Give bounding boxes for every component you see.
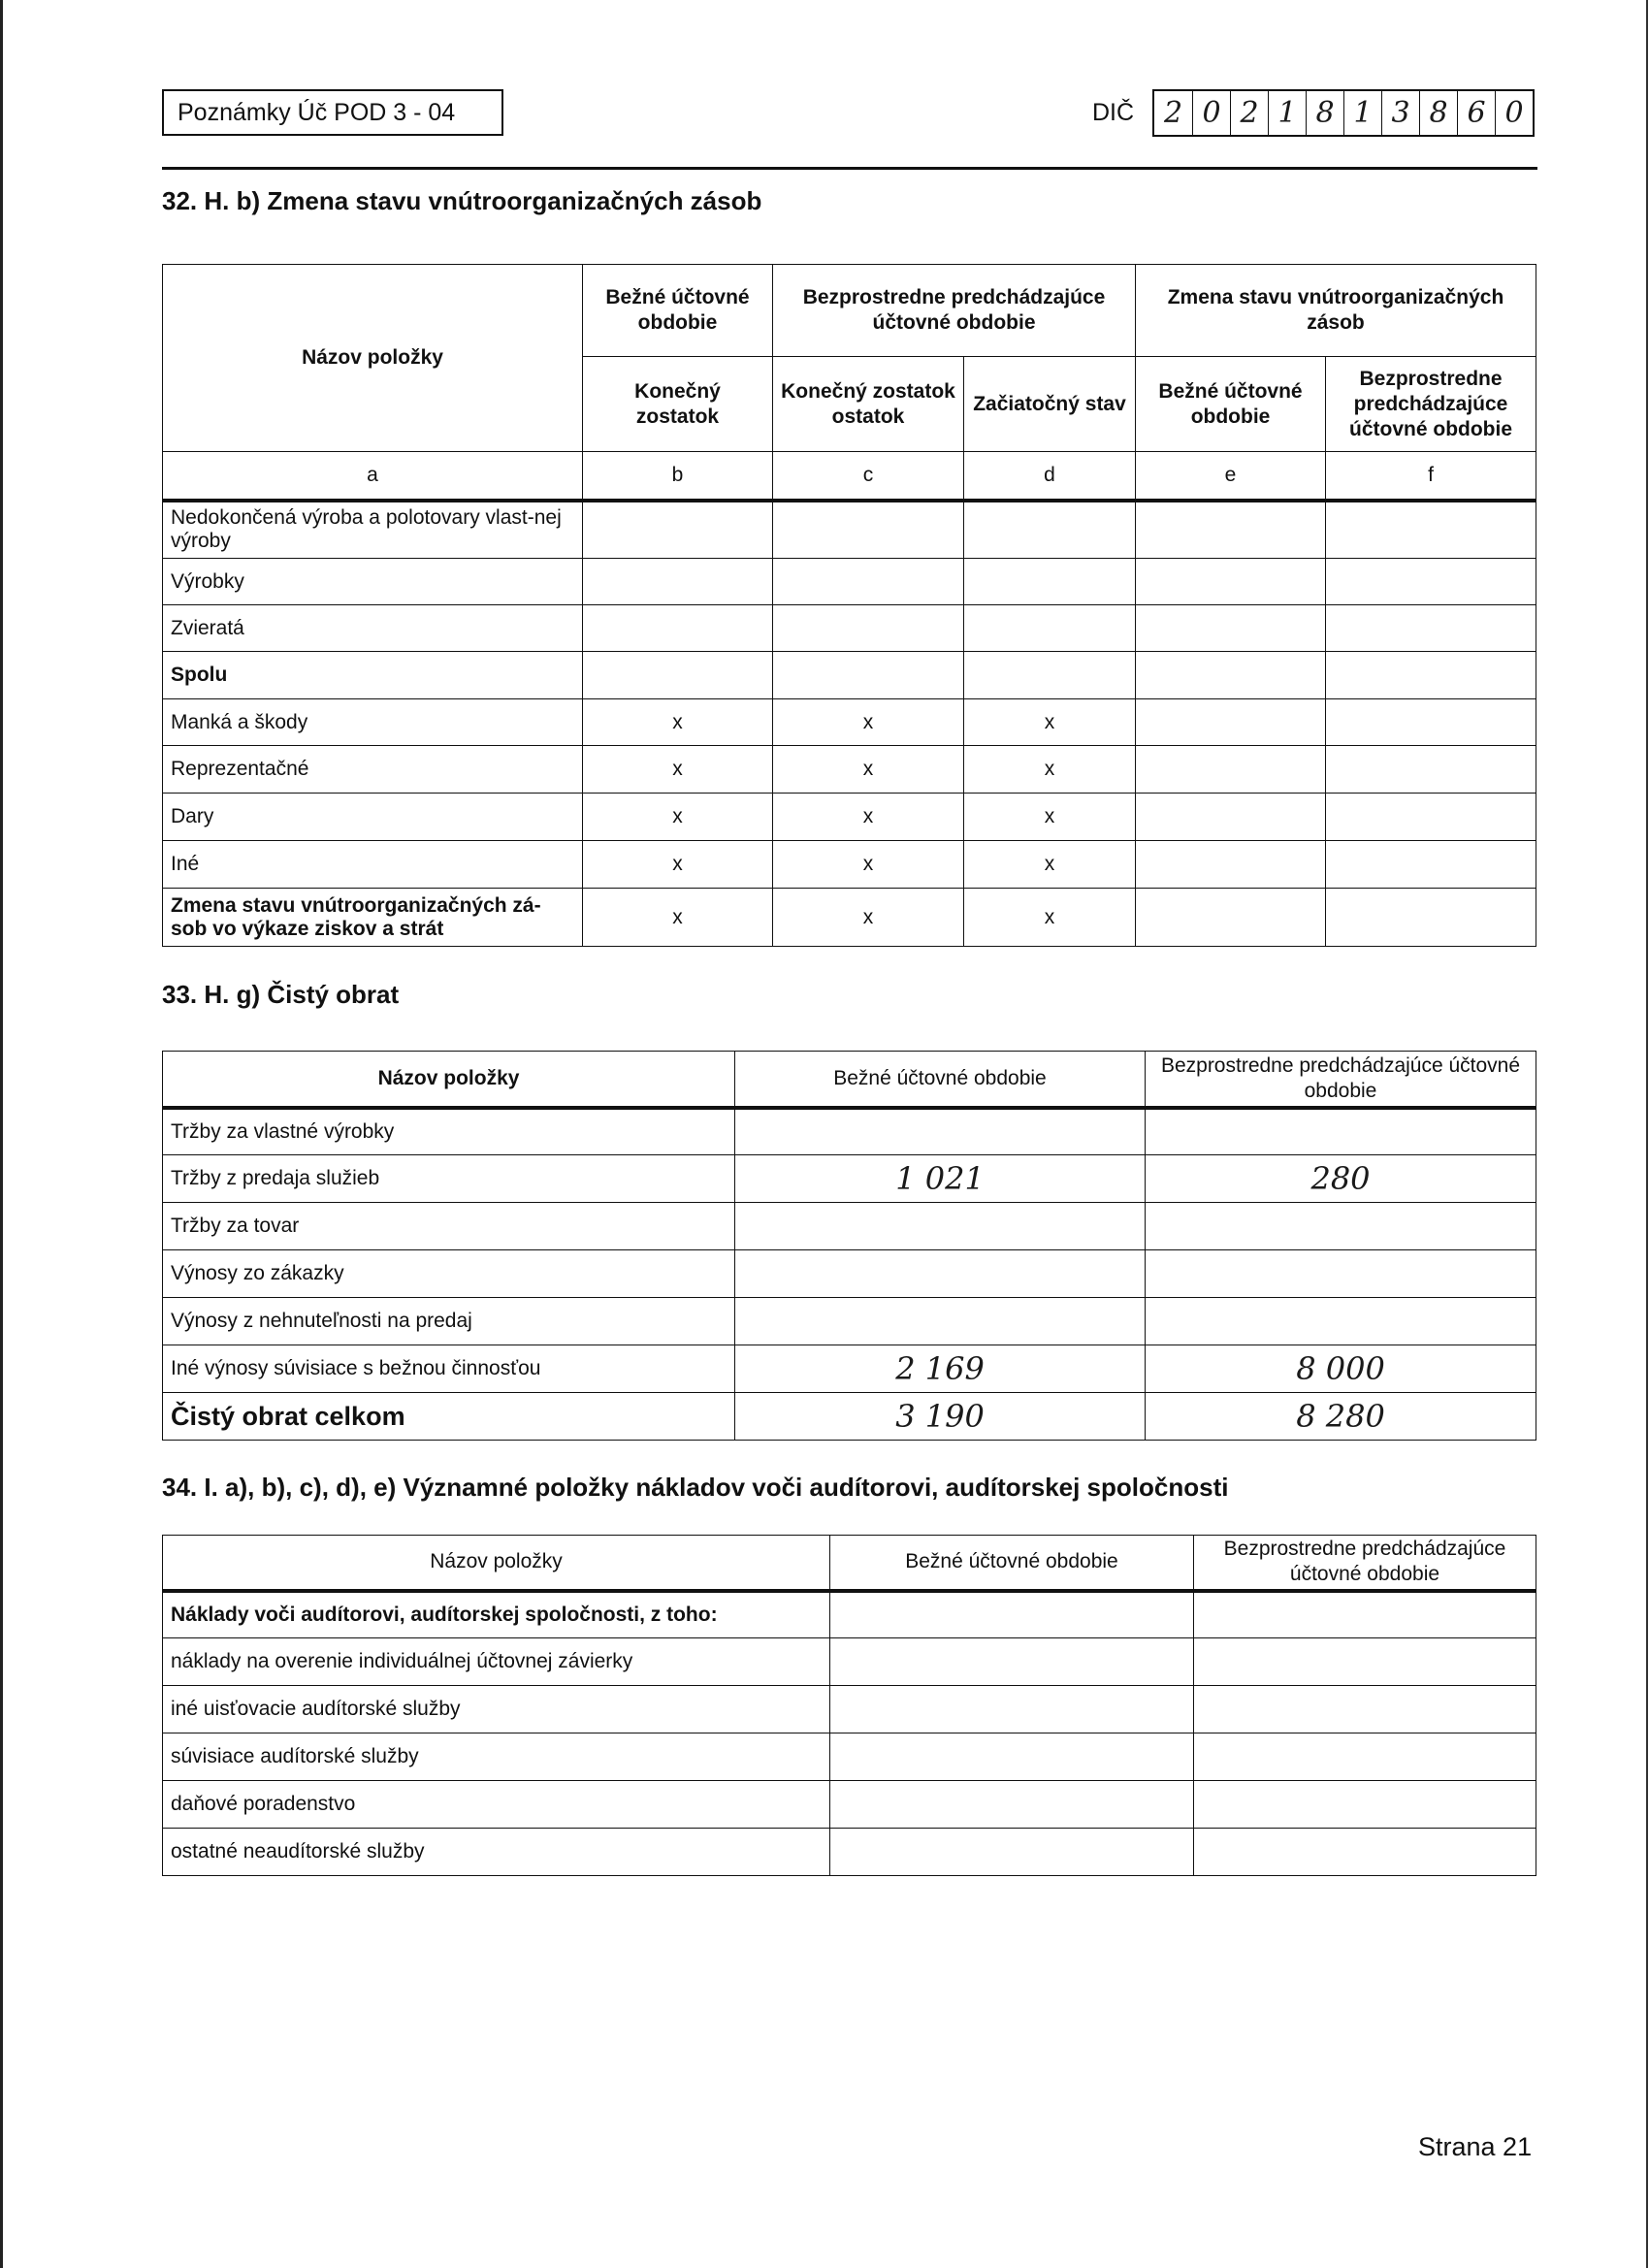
row-label: ostatné neaudítorské služby — [163, 1829, 830, 1876]
row-label: Reprezentačné — [163, 746, 583, 794]
column-letter: f — [1326, 452, 1536, 501]
row-label-total: Náklady voči audítorovi, audítorskej spoločnosti, z toho: — [163, 1591, 830, 1638]
dic-field[interactable] — [1152, 89, 1535, 137]
cell-previous[interactable]: 8 000 — [1146, 1345, 1536, 1393]
table-row — [163, 1686, 1536, 1733]
cell-b[interactable] — [583, 559, 773, 605]
cell-b: x — [583, 794, 773, 841]
cell-current[interactable] — [735, 1298, 1146, 1345]
page-number: Strana 21 — [1418, 2132, 1533, 2161]
cell-d: x — [964, 699, 1136, 746]
row-label: iné uisťovacie audítorské služby — [163, 1686, 830, 1733]
column-letter: d — [964, 452, 1136, 501]
cell-d: x — [964, 841, 1136, 889]
cell-previous[interactable]: 8 280 — [1146, 1393, 1536, 1441]
row-label: Tržby za tovar — [163, 1203, 735, 1250]
column-letter: b — [583, 452, 773, 501]
row-label: Iné výnosy súvisiace s bežnou činnosťou — [163, 1345, 735, 1393]
cell-previous[interactable] — [1146, 1108, 1536, 1155]
column-letter: c — [773, 452, 964, 501]
table-row — [163, 699, 1536, 746]
row-label-total: Zmena stavu vnútroorganizačných zá-sob vo výkaze ziskov a strát — [163, 889, 583, 947]
cell-b[interactable] — [583, 501, 773, 559]
table-row — [163, 1155, 1536, 1203]
cell-e[interactable] — [1136, 501, 1326, 559]
cell-e[interactable] — [1136, 746, 1326, 794]
auditor-costs-table — [162, 1535, 1536, 1876]
col-header-name: Názov položky — [163, 265, 583, 452]
cell-e[interactable] — [1136, 841, 1326, 889]
table-row — [163, 1781, 1536, 1829]
row-label: Výnosy zo zákazky — [163, 1250, 735, 1298]
cell-d[interactable] — [964, 605, 1136, 652]
cell-f[interactable] — [1326, 559, 1536, 605]
cell-d: x — [964, 889, 1136, 947]
cell-current[interactable] — [830, 1829, 1194, 1876]
table-row — [163, 501, 1536, 559]
table-row — [163, 1298, 1536, 1345]
cell-c: x — [773, 889, 964, 947]
table-row — [163, 1733, 1536, 1781]
col-header-name: Názov položky — [163, 1052, 735, 1108]
dic-digit[interactable]: 6 — [1457, 91, 1495, 135]
cell-f[interactable] — [1326, 699, 1536, 746]
cell-d: x — [964, 794, 1136, 841]
row-label: Výnosy z nehnuteľnosti na predaj — [163, 1298, 735, 1345]
table-row — [163, 1591, 1536, 1638]
cell-b: x — [583, 889, 773, 947]
column-letter: a — [163, 452, 583, 501]
row-label: Dary — [163, 794, 583, 841]
col-header-change: Zmena stavu vnútroorganizačných zásob — [1136, 265, 1536, 357]
table-row — [163, 746, 1536, 794]
cell-current[interactable] — [830, 1686, 1194, 1733]
col-header-previous-period: Bezprostredne predchádzajúce účtovné obdobie — [1146, 1052, 1536, 1108]
dic-digit[interactable]: 1 — [1343, 91, 1381, 135]
col-header-name: Názov položky — [163, 1536, 830, 1591]
cell-e[interactable] — [1136, 794, 1326, 841]
table-row — [163, 605, 1536, 652]
section-32-title: 32. H. b) Zmena stavu vnútroorganizačných zásob — [162, 186, 762, 215]
cell-c[interactable] — [773, 605, 964, 652]
col-header-current-period: Bežné účtovné obdobie — [830, 1536, 1194, 1591]
row-label: súvisiace audítorské služby — [163, 1733, 830, 1781]
row-label: Manká a škody — [163, 699, 583, 746]
row-label: Tržby za vlastné výrobky — [163, 1108, 735, 1155]
cell-d: x — [964, 746, 1136, 794]
cell-c[interactable] — [773, 501, 964, 559]
cell-b: x — [583, 699, 773, 746]
table-row — [163, 559, 1536, 605]
col-header-prev-closing-balance: Konečný zostatok ostatok — [773, 357, 964, 452]
header-divider — [162, 167, 1537, 170]
table-row — [163, 1250, 1536, 1298]
cell-b: x — [583, 746, 773, 794]
cell-e[interactable] — [1136, 652, 1326, 699]
cell-previous[interactable] — [1194, 1781, 1536, 1829]
dic-digit[interactable]: 0 — [1495, 91, 1533, 135]
table-row — [163, 1638, 1536, 1686]
table-row — [163, 1203, 1536, 1250]
col-header-current-period: Bežné účtovné obdobie — [735, 1052, 1146, 1108]
cell-f[interactable] — [1326, 746, 1536, 794]
row-label: Zvieratá — [163, 605, 583, 652]
cell-e[interactable] — [1136, 889, 1326, 947]
cell-c: x — [773, 699, 964, 746]
dic-digit[interactable]: 8 — [1419, 91, 1457, 135]
cell-previous[interactable] — [1194, 1733, 1536, 1781]
col-header-previous-period: Bezprostredne predchádzajúce účtovné obdobie — [1194, 1536, 1536, 1591]
dic-digit[interactable]: 8 — [1306, 91, 1343, 135]
cell-b[interactable] — [583, 605, 773, 652]
table-row — [163, 1829, 1536, 1876]
cell-f[interactable] — [1326, 652, 1536, 699]
cell-previous[interactable] — [1146, 1298, 1536, 1345]
cell-previous[interactable]: 280 — [1146, 1155, 1536, 1203]
row-label: Nedokončená výroba a polotovary vlast-nej výroby — [163, 501, 583, 559]
table-row — [163, 652, 1536, 699]
cell-previous[interactable] — [1194, 1829, 1536, 1876]
table-row — [163, 889, 1536, 947]
cell-current[interactable] — [830, 1591, 1194, 1638]
cell-d[interactable] — [964, 501, 1136, 559]
scan-edge-right — [1646, 0, 1648, 2268]
cell-previous[interactable] — [1146, 1203, 1536, 1250]
column-letter: e — [1136, 452, 1326, 501]
cell-e[interactable] — [1136, 605, 1326, 652]
cell-current[interactable]: 3 190 — [735, 1393, 1146, 1441]
cell-e[interactable] — [1136, 559, 1326, 605]
table-row — [163, 1345, 1536, 1393]
cell-f[interactable] — [1326, 794, 1536, 841]
cell-current[interactable]: 2 169 — [735, 1345, 1146, 1393]
row-label-total: Čistý obrat celkom — [163, 1393, 735, 1441]
dic-digit[interactable]: 2 — [1230, 91, 1268, 135]
table-row — [163, 1108, 1536, 1155]
section-33-title: 33. H. g) Čistý obrat — [162, 980, 400, 1009]
cell-e[interactable] — [1136, 699, 1326, 746]
cell-b[interactable] — [583, 652, 773, 699]
row-label: Tržby z predaja služieb — [163, 1155, 735, 1203]
section-34-title: 34. I. a), b), c), d), e) Významné položky nákladov voči audítorovi, audítorskej spoločnosti — [162, 1473, 1229, 1502]
cell-current[interactable] — [830, 1733, 1194, 1781]
dic-digit[interactable]: 1 — [1268, 91, 1306, 135]
col-header-closing-balance: Konečný zostatok — [583, 357, 773, 452]
col-header-change-previous: Bezprostredne predchádzajúce účtovné obdobie — [1326, 357, 1536, 452]
inventory-change-table — [162, 264, 1536, 947]
row-label: náklady na overenie individuálnej účtovnej závierky — [163, 1638, 830, 1686]
row-label: Iné — [163, 841, 583, 889]
cell-current[interactable] — [830, 1781, 1194, 1829]
cell-previous[interactable] — [1146, 1250, 1536, 1298]
cell-c: x — [773, 794, 964, 841]
table-row — [163, 794, 1536, 841]
cell-current[interactable] — [830, 1638, 1194, 1686]
cell-current[interactable] — [735, 1203, 1146, 1250]
dic-label: DIČ — [1092, 99, 1135, 126]
cell-c: x — [773, 841, 964, 889]
cell-d[interactable] — [964, 652, 1136, 699]
cell-previous[interactable] — [1194, 1686, 1536, 1733]
cell-d[interactable] — [964, 559, 1136, 605]
cell-c[interactable] — [773, 559, 964, 605]
cell-f[interactable] — [1326, 501, 1536, 559]
cell-current[interactable]: 1 021 — [735, 1155, 1146, 1203]
cell-c[interactable] — [773, 652, 964, 699]
cell-f[interactable] — [1326, 889, 1536, 947]
dic-digit[interactable]: 3 — [1381, 91, 1419, 135]
row-label: Výrobky — [163, 559, 583, 605]
dic-digit[interactable]: 2 — [1163, 96, 1183, 130]
cell-f[interactable] — [1326, 841, 1536, 889]
row-label-total: Spolu — [163, 652, 583, 699]
col-header-change-current: Bežné účtovné obdobie — [1136, 357, 1326, 452]
cell-previous[interactable] — [1194, 1591, 1536, 1638]
row-label: daňové poradenstvo — [163, 1781, 830, 1829]
cell-b: x — [583, 841, 773, 889]
cell-f[interactable] — [1326, 605, 1536, 652]
table-row-total — [163, 1393, 1536, 1441]
dic-digit[interactable]: 0 — [1192, 91, 1230, 135]
form-id-box: Poznámky Úč POD 3 - 04 — [162, 89, 503, 136]
col-header-opening-state: Začiatočný stav — [964, 357, 1136, 452]
net-turnover-table — [162, 1051, 1536, 1441]
cell-c: x — [773, 746, 964, 794]
scan-edge-left — [0, 0, 3, 2268]
col-header-previous-period: Bezprostredne predchádzajúce účtovné obdobie — [773, 265, 1136, 357]
col-header-current-period: Bežné účtovné obdobie — [583, 265, 773, 357]
cell-current[interactable] — [735, 1108, 1146, 1155]
cell-current[interactable] — [735, 1250, 1146, 1298]
cell-previous[interactable] — [1194, 1638, 1536, 1686]
table-row — [163, 841, 1536, 889]
